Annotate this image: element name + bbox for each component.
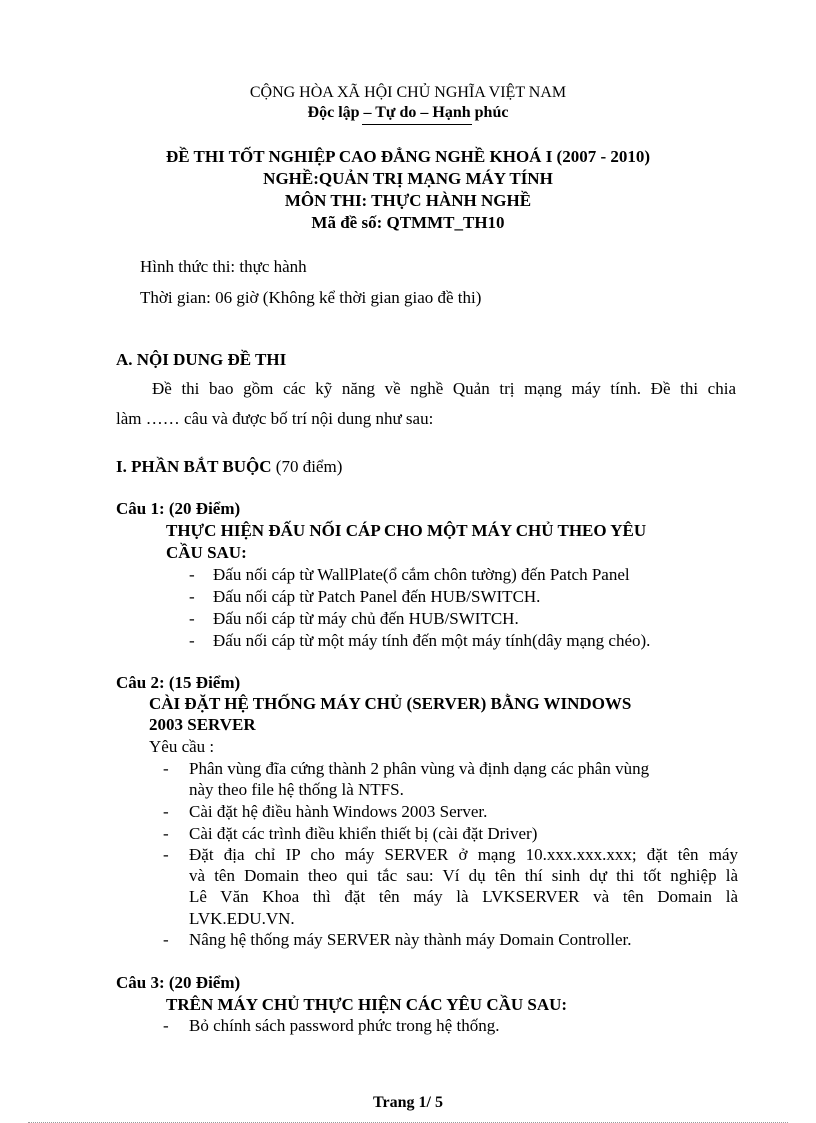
country-header: CỘNG HÒA XÃ HỘI CHỦ NGHĨA VIỆT NAM: [249, 84, 567, 101]
q2-label: Câu 2: (15 Điểm): [116, 673, 241, 692]
q1-item: Đấu nối cáp từ máy chủ đến HUB/SWITCH.: [213, 609, 519, 628]
page-number: Trang 1/ 5: [373, 1094, 443, 1111]
q3-item-dash: -: [163, 1016, 169, 1035]
motto: Độc lập – Tự do – Hạnh phúc: [307, 104, 509, 121]
q2-item4-line1: Đặt địa chỉ IP cho máy SERVER ở mạng 10.xxx.xxx.xxx; đặt tên máy: [189, 845, 738, 864]
part1-heading-label: I. PHẦN BẮT BUỘC: [116, 457, 272, 476]
q2-item2: Cài đặt hệ điều hành Windows 2003 Server.: [189, 802, 488, 821]
q1-item: Đấu nối cáp từ một máy tính đến một máy tính(dây mạng chéo).: [213, 631, 651, 650]
q2-item4-line2: và tên Domain theo qui tắc sau: Ví dụ tên thí sinh dự thi tốt nghiệp là: [189, 866, 738, 885]
section-a-heading: A. NỘI DUNG ĐỀ THI: [116, 350, 287, 369]
q3-label: Câu 3: (20 Điểm): [116, 973, 241, 992]
q1-title-line1: THỰC HIỆN ĐẤU NỐI CÁP CHO MỘT MÁY CHỦ THEO YÊU: [166, 521, 647, 540]
q1-item-dash: -: [189, 609, 195, 628]
section-a-paragraph-line1: Đề thi bao gồm các kỹ năng về nghề Quản trị mạng máy tính. Đề thi chia: [152, 379, 736, 398]
q2-item3: Cài đặt các trình điều khiển thiết bị (cài đặt Driver): [189, 824, 538, 843]
q1-label: Câu 1: (20 Điểm): [116, 499, 241, 518]
exam-title-line1: ĐỀ THI TỐT NGHIỆP CAO ĐẲNG NGHỀ KHOÁ I (2007 - 2010): [165, 147, 651, 166]
exam-code: Mã đề số: QTMMT_TH10: [311, 213, 505, 232]
q2-item-dash: -: [163, 802, 169, 821]
q1-item-dash: -: [189, 565, 195, 584]
q2-item-dash: -: [163, 824, 169, 843]
part1-heading: [116, 457, 342, 477]
exam-title-line3: MÔN THI: THỰC HÀNH NGHỀ: [284, 191, 532, 210]
exam-form: Hình thức thi: thực hành: [140, 257, 307, 276]
motto-underline: [362, 124, 472, 125]
q2-item1-line2: này theo file hệ thống là NTFS.: [189, 780, 404, 799]
exam-time: Thời gian: 06 giờ (Không kể thời gian giao đề thi): [140, 288, 482, 307]
q2-requirements-label: Yêu cầu :: [149, 737, 215, 756]
q2-title-line1: CÀI ĐẶT HỆ THỐNG MÁY CHỦ (SERVER) BẰNG WINDOWS: [149, 694, 632, 713]
section-a-paragraph-line2: làm …… câu và được bố trí nội dung như sau:: [116, 409, 434, 428]
q3-title-line1: TRÊN MÁY CHỦ THỰC HIỆN CÁC YÊU CẦU SAU:: [166, 995, 568, 1014]
q2-title-line2: 2003 SERVER: [149, 715, 256, 734]
q2-item4-line4: LVK.EDU.VN.: [189, 909, 295, 928]
q2-item-dash: -: [163, 845, 169, 864]
q2-item1-line1: Phân vùng đĩa cứng thành 2 phân vùng và định dạng các phân vùng: [189, 759, 650, 778]
q1-item: Đấu nối cáp từ Patch Panel đến HUB/SWITCH.: [213, 587, 541, 606]
q1-title-line2: CẦU SAU:: [166, 543, 247, 562]
exam-title-line2: NGHỀ:QUẢN TRỊ MẠNG MÁY TÍNH: [263, 169, 553, 188]
q2-item-dash: -: [163, 759, 169, 778]
q2-item-dash: -: [163, 930, 169, 949]
q3-item1: Bỏ chính sách password phức trong hệ thống.: [189, 1016, 500, 1035]
q1-item: Đấu nối cáp từ WallPlate(ổ cắm chôn tường) đến Patch Panel: [213, 565, 630, 584]
q2-item4-line3: Lê Văn Khoa thì đặt tên máy là LVKSERVER và tên Domain là: [189, 887, 738, 906]
q1-item-dash: -: [189, 631, 195, 650]
part1-points: (70 điểm): [271, 457, 343, 476]
q1-item-dash: -: [189, 587, 195, 606]
q2-item5: Nâng hệ thống máy SERVER này thành máy Domain Controller.: [189, 930, 632, 949]
